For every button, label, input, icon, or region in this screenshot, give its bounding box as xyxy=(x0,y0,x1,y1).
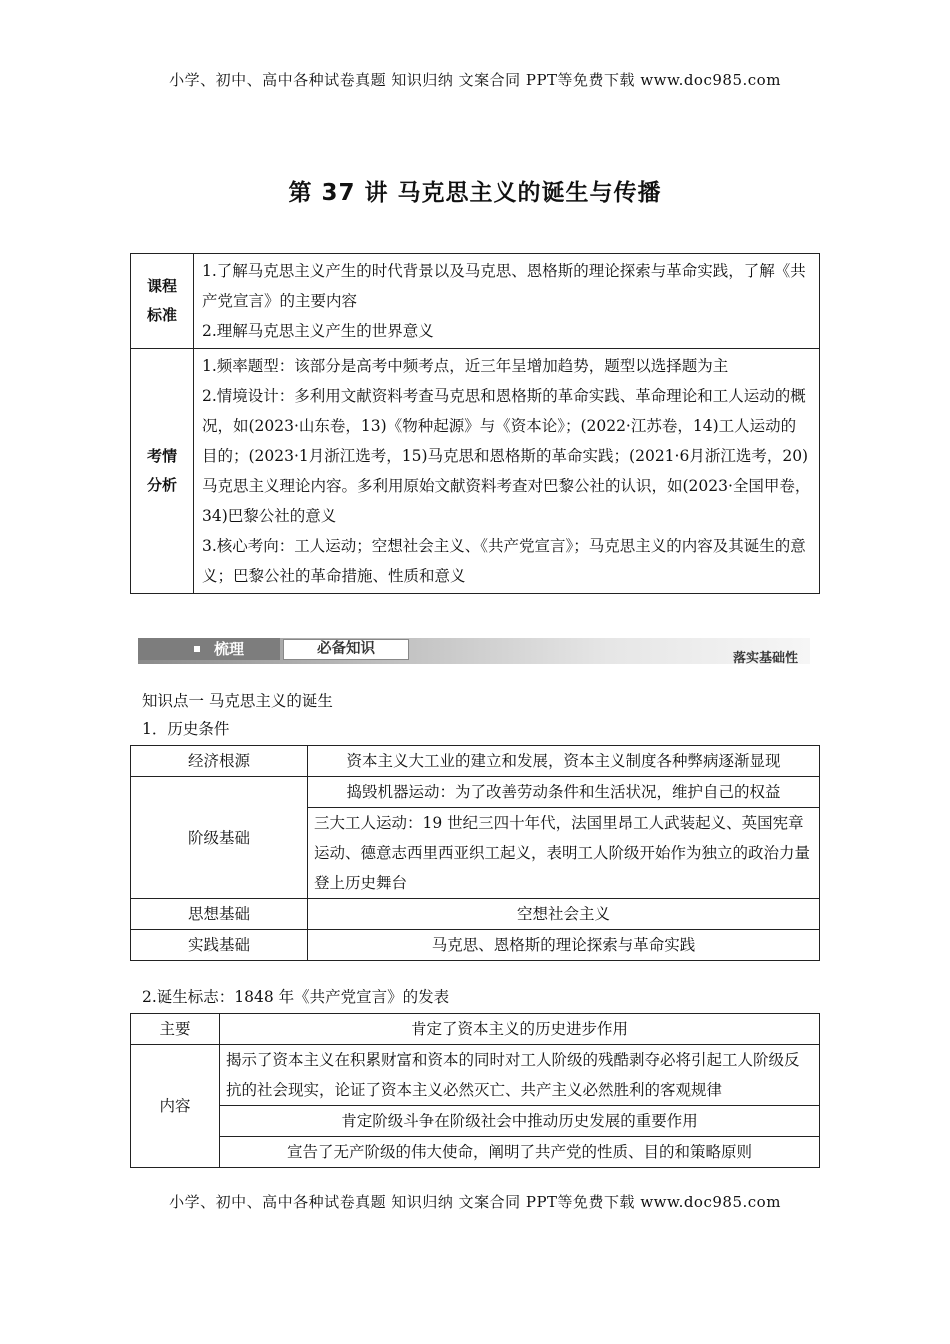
standard-line-2: 2.理解马克思主义产生的世界意义 xyxy=(202,322,434,340)
subheading-birth: 2.诞生标志：1848 年《共产党宣言》的发表 xyxy=(142,988,450,1006)
table-row: 思想基础 空想社会主义 xyxy=(131,899,820,930)
table-row xyxy=(131,349,820,594)
analysis-content xyxy=(194,349,820,594)
table-row: 内容 揭示了资本主义在积累财富和资本的同时对工人阶级的残酷剥夺必将引起工人阶级反抗的社会现实，论证了资本主义必然灭亡、共产主义必然胜利的客观规律 xyxy=(131,1045,820,1106)
standard-line-1: 1.了解马克思主义产生的时代背景以及马克思、恩格斯的理论探索与革命实践，了解《共产党宣言》的主要内容 xyxy=(202,262,806,310)
row-label-analysis: 考情 分析 xyxy=(131,349,194,594)
section-banner xyxy=(138,638,810,668)
table-row: 主要 肯定了资本主义的历史进步作用 xyxy=(131,1014,820,1045)
row-label-standard: 课程 标准 xyxy=(131,254,194,349)
subheading-conditions: 1．历史条件 xyxy=(142,720,230,738)
knowledge-point-title: 知识点一 马克思主义的诞生 xyxy=(142,692,333,710)
table-row: 肯定阶级斗争在阶级社会中推动历史发展的重要作用 xyxy=(131,1106,820,1137)
square-icon xyxy=(194,646,200,652)
curriculum-table xyxy=(130,253,820,594)
page-footer: 小学、初中、高中各种试卷真题 知识归纳 文案合同 PPT等免费下载 www.doc985.com xyxy=(169,1193,781,1211)
banner-right-text: 落实基础性 xyxy=(732,651,798,666)
page-title: 第 37 讲 马克思主义的诞生与传播 xyxy=(288,180,662,206)
conditions-table xyxy=(130,745,820,961)
analysis-line-1: 1.频率题型：该部分是高考中频考点，近三年呈增加趋势，题型以选择题为主 xyxy=(202,357,729,375)
analysis-line-2: 2.情境设计：多利用文献资料考查马克思和恩格斯的革命实践、革命理论和工人运动的概况，如(2023·山东卷，13)《物种起源》与《资本论》；(2022·江苏卷，14)工人运动的目的；(2023·1月浙江选考，15)马克思和恩格斯的革命实践；(2021·6月浙江选考，20)马克思主义理论内容。多利用原始文献资料考查对巴黎公社的认识，如(2023·全国甲卷，34)巴黎公社的意义 xyxy=(202,387,811,525)
table-row xyxy=(131,254,820,349)
table-row: 经济根源 资本主义大工业的建立和发展，资本主义制度各种弊病逐渐显现 xyxy=(131,746,820,777)
manifesto-table xyxy=(130,1013,820,1168)
banner-tag: 梳理 xyxy=(138,638,280,660)
analysis-line-3: 3.核心考向：工人运动；空想社会主义、《共产党宣言》；马克思主义的内容及其诞生的意义；巴黎公社的革命措施、性质和意义 xyxy=(202,537,806,585)
page-header: 小学、初中、高中各种试卷真题 知识归纳 文案合同 PPT等免费下载 www.doc985.com xyxy=(169,71,781,89)
table-row: 三大工人运动：19 世纪三四十年代，法国里昂工人武装起义、英国宪章运动、德意志西里西亚织工起义，表明工人阶级开始作为独立的政治力量登上历史舞台 xyxy=(131,808,820,899)
table-row: 实践基础 马克思、恩格斯的理论探索与革命实践 xyxy=(131,930,820,961)
banner-label: 必备知识 xyxy=(283,639,409,660)
standard-content xyxy=(194,254,820,349)
table-row: 宣告了无产阶级的伟大使命，阐明了共产党的性质、目的和策略原则 xyxy=(131,1137,820,1168)
table-row: 阶级基础 捣毁机器运动：为了改善劳动条件和生活状况，维护自己的权益 xyxy=(131,777,820,808)
